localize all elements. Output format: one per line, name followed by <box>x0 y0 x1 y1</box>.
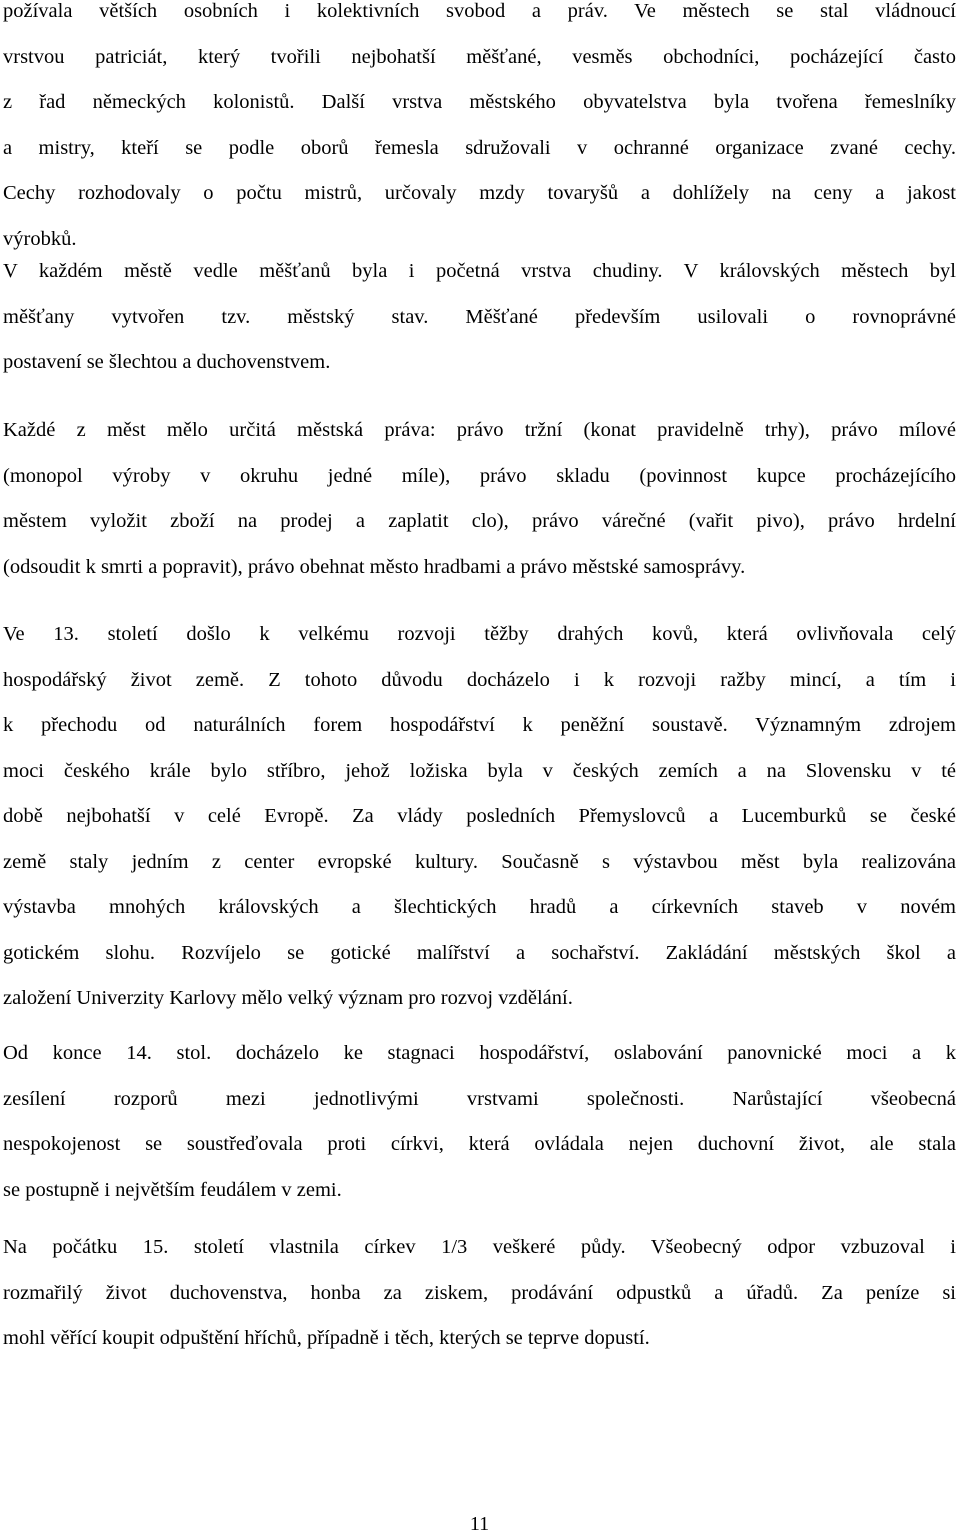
text-line: výrobků. <box>3 227 77 250</box>
text-line: Od konce 14. stol. docházelo ke stagnaci hospodářství, oslabování panovnické moci a k <box>3 1042 956 1064</box>
text-line: země staly jedním z center evropské kultury. Současně s výstavbou měst byla realizována <box>3 850 956 873</box>
text-line: postavení se šlechtou a duchovenstvem. <box>3 351 331 373</box>
text-line: k přechodu od naturálních forem hospodářství k peněžní soustavě. Významným zdrojem <box>3 714 956 736</box>
paragraph-town-rights <box>3 408 956 590</box>
text-line: zesílení rozporů mezi jednotlivými vrstvami společnosti. Narůstající všeobecná <box>3 1087 956 1110</box>
text-line: Cechy rozhodovaly o počtu mistrů, určovaly mzdy tovaryšů a dohlížely na ceny a jakost <box>3 182 956 204</box>
text-line: Ve 13. století došlo k velkému rozvoji těžby drahých kovů, která ovlivňovala celý <box>3 623 956 645</box>
text-line: V každém městě vedle měšťanů byla i početná vrstva chudiny. V královských městech byl <box>3 260 956 282</box>
text-line: rozmařilý život duchovenstva, honba za ziskem, prodávání odpustků a úřadů. Za peníze si <box>3 1281 956 1304</box>
text-line: hospodářský život země. Z tohoto důvodu docházelo i k rozvoji ražby mincí, a tím i <box>3 668 956 691</box>
text-line: mohl věřící koupit odpuštění hříchů, případně i těch, kterých se teprve dopustí. <box>3 1327 650 1349</box>
paragraph-church-wealth <box>3 1225 956 1362</box>
text-line: době nejbohatší v celé Evropě. Za vlády posledních Přemyslovců a Lucemburků se české <box>3 805 956 827</box>
text-line: Každé z měst mělo určitá městská práva: právo tržní (konat pravidelně trhy), právo mílové <box>3 419 956 441</box>
text-line: gotickém slohu. Rozvíjelo se gotické malířství a sochařství. Zakládání městských škol a <box>3 941 956 964</box>
text-line: požívala větších osobních i kolektivních svobod a práv. Ve městech se stal vládnoucí <box>3 0 956 22</box>
paragraph-stagnation <box>3 1031 956 1213</box>
text-line: nespokojenost se soustřeďovala proti církvi, která ovládala nejen duchovní život, ale stala <box>3 1133 956 1155</box>
text-line: (odsoudit k smrti a popravit), právo obehnat město hradbami a právo městské samosprávy. <box>3 555 746 578</box>
paragraph-urban-estate <box>3 249 956 386</box>
text-line: městem vyložit zboží na prodej a zaplatit clo), právo várečné (vařit pivo), právo hrdelní <box>3 510 956 532</box>
text-line: založení Univerzity Karlovy mělo velký význam pro rozvoj vzdělání. <box>3 987 573 1009</box>
document-page <box>3 0 956 1536</box>
text-line: se postupně i největším feudálem v zemi. <box>3 1178 342 1201</box>
text-line: a mistry, kteří se podle oborů řemesla sdružovali v ochranné organizace zvané cechy. <box>3 136 956 159</box>
paragraph-mining-and-culture <box>3 612 956 1022</box>
paragraph-burghers <box>3 0 956 262</box>
page-number: 11 <box>469 1513 490 1535</box>
text-line: vrstvou patriciát, který tvořili nejbohatší měšťané, vesměs obchodníci, pocházející často <box>3 45 956 68</box>
text-line: výstavba mnohých královských a šlechtických hradů a církevních staveb v novém <box>3 896 956 918</box>
text-line: moci českého krále bylo stříbro, jehož ložiska byla v českých zemích a na Slovensku v té <box>3 759 956 782</box>
text-line: měšťany vytvořen tzv. městský stav. Měšťané především usilovali o rovnoprávné <box>3 305 956 328</box>
text-line: (monopol výroby v okruhu jedné míle), právo skladu (povinnost kupce procházejícího <box>3 464 956 487</box>
text-line: Na počátku 15. století vlastnila církev 1/3 veškeré půdy. Všeobecný odpor vzbuzoval i <box>3 1236 956 1258</box>
text-line: z řad německých kolonistů. Další vrstva městského obyvatelstva byla tvořena řemeslníky <box>3 91 956 113</box>
